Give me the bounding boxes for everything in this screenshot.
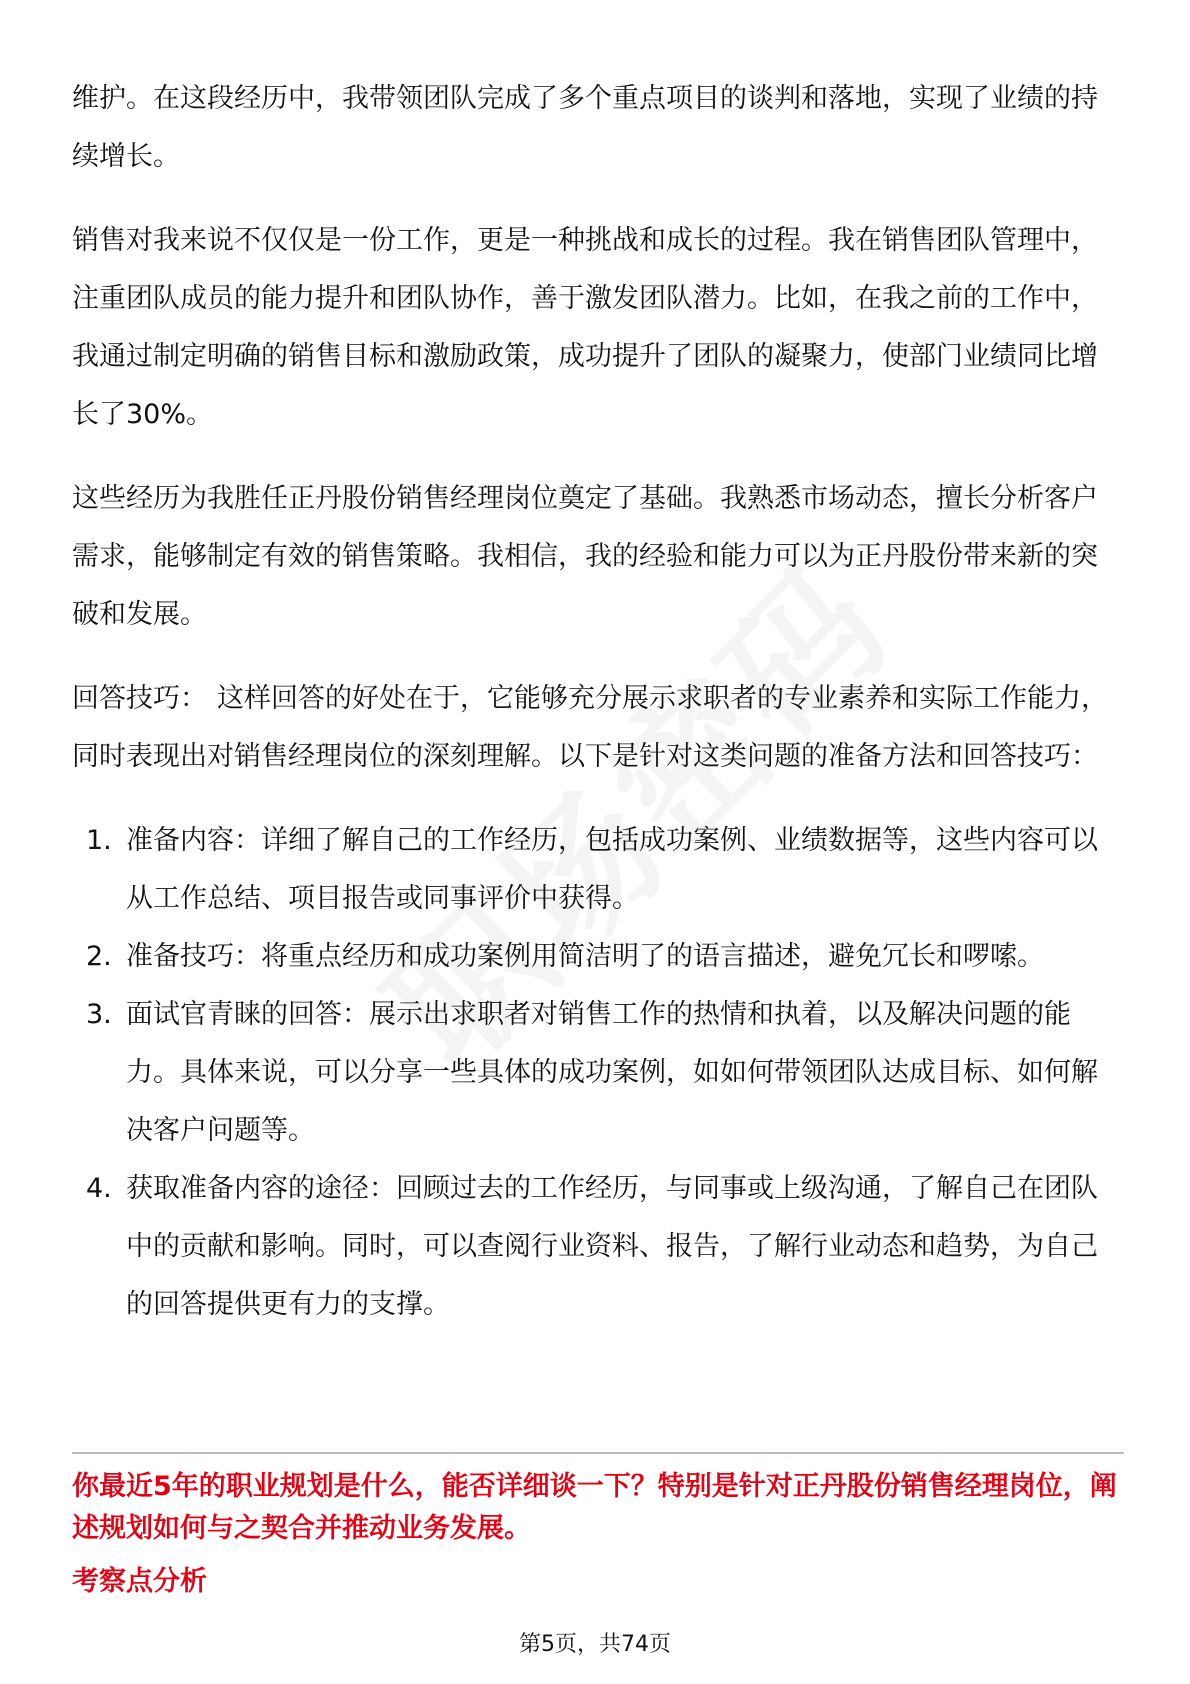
list-item-number: 3. (86, 999, 112, 1030)
list-item-text: 准备技巧：将重点经历和成功案例用简洁明了的语言描述，避免冗长和啰嗦。 (126, 941, 1044, 972)
question-heading: 你最近5年的职业规划是什么，能否详细谈一下？特别是针对正丹股份销售经理岗位，阐述规划如何与之契合并推动业务发展。 (72, 1471, 1117, 1544)
list-item (72, 928, 1124, 986)
list-item (72, 986, 1124, 1160)
page-number: 第5页，共74页 (519, 1632, 671, 1657)
list-item-number: 1. (86, 825, 112, 856)
document-body (72, 70, 1124, 1334)
list-item-number: 2. (86, 941, 112, 972)
section-divider (72, 1452, 1124, 1454)
answer-tips-label: 回答技巧： (72, 683, 207, 714)
list-item-number: 4. (86, 1173, 112, 1204)
paragraph-3: 这些经历为我胜任正丹股份销售经理岗位奠定了基础。我熟悉市场动态，擅长分析客户需求，能够制定有效的销售策略。我相信，我的经验和能力可以为正丹股份带来新的突破和发展。 (72, 483, 1098, 630)
list-item-text: 面试官青睐的回答：展示出求职者对销售工作的热情和执着，以及解决问题的能力。具体来说，可以分享一些具体的成功案例，如如何带领团队达成目标、如何解决客户问题等。 (126, 999, 1098, 1146)
answer-tips-text: 这样回答的好处在于，它能够充分展示求职者的专业素养和实际工作能力，同时表现出对销售经理岗位的深刻理解。以下是针对这类问题的准备方法和回答技巧： (72, 683, 1108, 772)
tips-list (72, 812, 1124, 1334)
analysis-heading: 考察点分析 (72, 1566, 207, 1597)
list-item-text: 准备内容：详细了解自己的工作经历，包括成功案例、业绩数据等，这些内容可以从工作总结、项目报告或同事评价中获得。 (126, 825, 1098, 914)
list-item (72, 812, 1124, 928)
list-item (72, 1160, 1124, 1334)
answer-tips-paragraph (72, 670, 1124, 786)
paragraph-2: 销售对我来说不仅仅是一份工作，更是一种挑战和成长的过程。我在销售团队管理中，注重团队成员的能力提升和团队协作，善于激发团队潜力。比如，在我之前的工作中，我通过制定明确的销售目标和激励政策，成功提升了团队的凝聚力，使部门业绩同比增长了30%。 (72, 225, 1098, 430)
paragraph-1: 维护。在这段经历中，我带领团队完成了多个重点项目的谈判和落地，实现了业绩的持续增长。 (72, 83, 1098, 172)
list-item-text: 获取准备内容的途径：回顾过去的工作经历，与同事或上级沟通，了解自己在团队中的贡献和影响。同时，可以查阅行业资料、报告，了解行业动态和趋势，为自己的回答提供更有力的支撑。 (126, 1173, 1098, 1320)
